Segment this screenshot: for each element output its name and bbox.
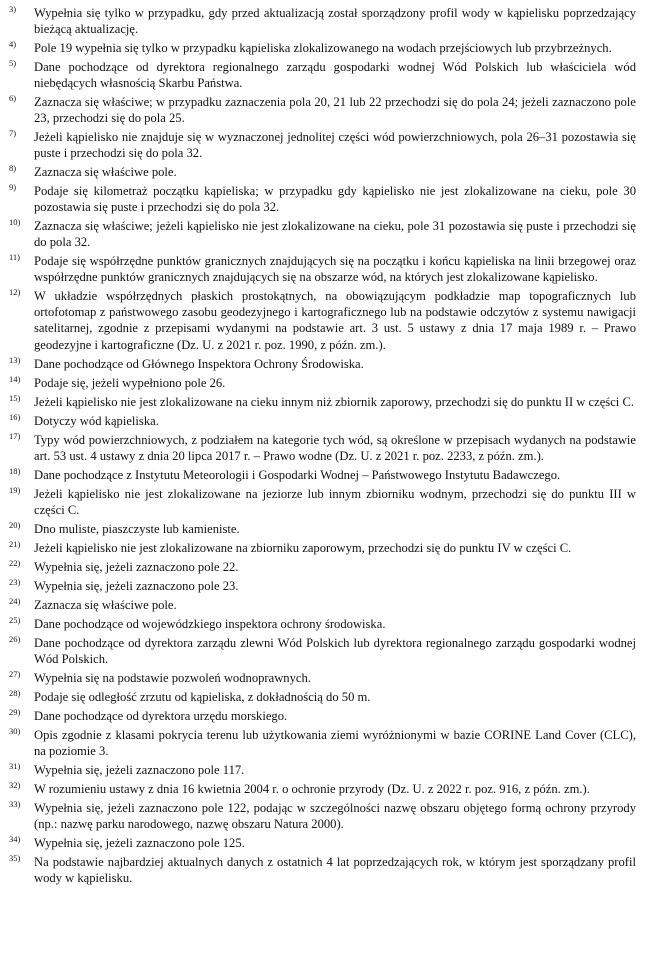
- footnote-number: 11): [9, 252, 21, 262]
- footnote-text: W układzie współrzędnych płaskich prostokątnych, na obowiązującym podkładzie map topograficznych lub ortofotomap z państwowego zasobu geodezyjnego i kartograficznego lub na podstawie odczytów z systemu nawigacji satelitarnej, zgodnie z przepisami wydanymi na podstawie art. 3 ust. 5 ustawy z dnia 17 maja 1989 r. – Prawo geodezyjne i kartograficzne (Dz. U. z 2021 r. poz. 1990, z późn. zm.).: [34, 289, 636, 352]
- footnote-text: Podaje się, jeżeli wypełniono pole 26.: [34, 376, 226, 390]
- footnote-text: Dane pochodzące od dyrektora regionalnego zarządu gospodarki wodnej Wód Polskich lub właściciela wód niebędących własnością Skarbu Państwa.: [34, 60, 636, 91]
- footnote-text: Opis zgodnie z klasami pokrycia terenu lub użytkowania ziemi wyróżnionymi w bazie CORINE Land Cover (CLC), na poziomie 3.: [34, 728, 636, 759]
- footnote-text: Jeżeli kąpielisko nie jest zlokalizowane na zbiorniku zaporowym, przechodzi się do punktu IV w części C.: [34, 541, 572, 555]
- footnote-text: Wypełnia się na podstawie pozwoleń wodnoprawnych.: [34, 671, 311, 685]
- footnote-text: W rozumieniu ustawy z dnia 16 kwietnia 2004 r. o ochronie przyrody (Dz. U. z 2022 r. poz. 916, z późn. zm.).: [34, 782, 590, 796]
- footnote-text: Pole 19 wypełnia się tylko w przypadku kąpieliska zlokalizowanego na wodach przejściowych lub przybrzeżnych.: [34, 41, 612, 55]
- footnote-number: 35): [9, 853, 21, 863]
- footnote-number: 15): [9, 393, 21, 403]
- footnote-text: Dane pochodzące od Głównego Inspektora Ochrony Środowiska.: [34, 357, 364, 371]
- footnote-number: 30): [9, 726, 21, 736]
- footnote-number: 28): [9, 688, 21, 698]
- footnote-text: Jeżeli kąpielisko nie jest zlokalizowane na cieku innym niż zbiornik zaporowy, przechodzi się do punktu II w części C.: [34, 395, 634, 409]
- footnote-number: 17): [9, 431, 21, 441]
- footnote-text: Jeżeli kąpielisko nie znajduje się w wyznaczonej jednolitej części wód powierzchniowych, pola 26–31 pozostawia się puste i przechodzi się do pola 32.: [34, 130, 636, 161]
- footnote-text: Podaje się odległość zrzutu od kąpieliska, z dokładnością do 50 m.: [34, 690, 371, 704]
- footnote-text: Typy wód powierzchniowych, z podziałem na kategorie tych wód, są określone w przepisach wydanych na podstawie art. 53 ust. 4 ustawy z dnia 20 lipca 2017 r. – Prawo wodne (Dz. U. z 2021 r. poz. 2233, z późn. zm.).: [34, 433, 636, 464]
- footnote-number: 6): [9, 93, 17, 103]
- footnote-number: 12): [9, 287, 21, 297]
- footnote-number: 13): [9, 355, 21, 365]
- footnote-number: 9): [9, 182, 17, 192]
- footnote-number: 33): [9, 799, 21, 809]
- footnote-text: Dane pochodzące od wojewódzkiego inspektora ochrony środowiska.: [34, 617, 386, 631]
- footnote-number: 4): [9, 39, 17, 49]
- footnote-number: 5): [9, 58, 17, 68]
- footnote-number: 19): [9, 485, 21, 495]
- footnote-text: Zaznacza się właściwe; w przypadku zaznaczenia pola 20, 21 lub 22 przechodzi się do pola 24; jeżeli zaznaczono pole 23, przechodzi się do pola 25.: [34, 95, 636, 126]
- footnote-number: 10): [9, 217, 21, 227]
- footnote-number: 7): [9, 128, 17, 138]
- footnote-text: Wypełnia się, jeżeli zaznaczono pole 23.: [34, 579, 239, 593]
- footnote-text: Wypełnia się, jeżeli zaznaczono pole 22.: [34, 560, 239, 574]
- footnote-number: 34): [9, 834, 21, 844]
- footnote-number: 24): [9, 596, 21, 606]
- footnote-number: 27): [9, 669, 21, 679]
- footnote-number: 32): [9, 780, 21, 790]
- footnote-text: Podaje się kilometraż początku kąpieliska; w przypadku gdy kąpielisko nie jest zlokalizowane na cieku, pole 30 pozostawia się puste i przechodzi się do pola 32.: [34, 184, 636, 215]
- footnote-number: 22): [9, 558, 21, 568]
- footnote-text: Wypełnia się, jeżeli zaznaczono pole 117.: [34, 763, 245, 777]
- footnote-number: 20): [9, 520, 21, 530]
- footnote-text: Zaznacza się właściwe; jeżeli kąpielisko nie jest zlokalizowane na cieku, pole 31 pozostawia się puste i przechodzi się do pola 32.: [34, 219, 636, 250]
- footnote-number: 14): [9, 374, 21, 384]
- footnote-number: 3): [9, 4, 17, 14]
- footnote-number: 16): [9, 412, 21, 422]
- footnote-text: Wypełnia się, jeżeli zaznaczono pole 125.: [34, 836, 245, 850]
- footnote-number: 29): [9, 707, 21, 717]
- footnote-text: Zaznacza się właściwe pole.: [34, 165, 177, 179]
- footnote-text: Wypełnia się, jeżeli zaznaczono pole 122, podając w szczególności nazwę obszaru objętego formą ochrony przyrody (np.: nazwę parku narodowego, nazwę obszaru Natura 2000).: [34, 801, 636, 832]
- footnote-text: Dane pochodzące z Instytutu Meteorologii i Gospodarki Wodnej – Państwowego Instytutu Badawczego.: [34, 468, 561, 482]
- footnote-number: 23): [9, 577, 21, 587]
- footnote-text: Wypełnia się tylko w przypadku, gdy przed aktualizacją został sporządzony profil wody w kąpielisku poprzedzający bieżącą aktualizację.: [34, 6, 636, 37]
- footnote-text: Podaje się współrzędne punktów granicznych znajdujących się na początku i końcu kąpieliska na linii brzegowej oraz współrzędne punktów granicznych znajdujących się na obszarze wód, na których jest zlokalizowane kąpielisko.: [34, 254, 636, 285]
- footnote-number: 26): [9, 634, 21, 644]
- footnote-text: Dno muliste, piaszczyste lub kamieniste.: [34, 522, 240, 536]
- footnote-text: Na podstawie najbardziej aktualnych danych z ostatnich 4 lat poprzedzających rok, w którym jest sporządzany profil wody w kąpielisku.: [34, 855, 636, 886]
- footnote-number: 31): [9, 761, 21, 771]
- footnote-text: Jeżeli kąpielisko nie jest zlokalizowane na jeziorze lub innym zbiorniku wodnym, przechodzi się do punktu III w części C.: [34, 487, 636, 518]
- footnote-number: 8): [9, 163, 17, 173]
- footnote-text: Dotyczy wód kąpieliska.: [34, 414, 159, 428]
- footnote-text: Dane pochodzące od dyrektora urzędu morskiego.: [34, 709, 288, 723]
- footnote-number: 21): [9, 539, 21, 549]
- footnote-text: Dane pochodzące od dyrektora zarządu zlewni Wód Polskich lub dyrektora regionalnego zarządu gospodarki wodnej Wód Polskich.: [34, 636, 636, 667]
- footnote-number: 25): [9, 615, 21, 625]
- footnote-number: 18): [9, 466, 21, 476]
- footnote-text: Zaznacza się właściwe pole.: [34, 598, 177, 612]
